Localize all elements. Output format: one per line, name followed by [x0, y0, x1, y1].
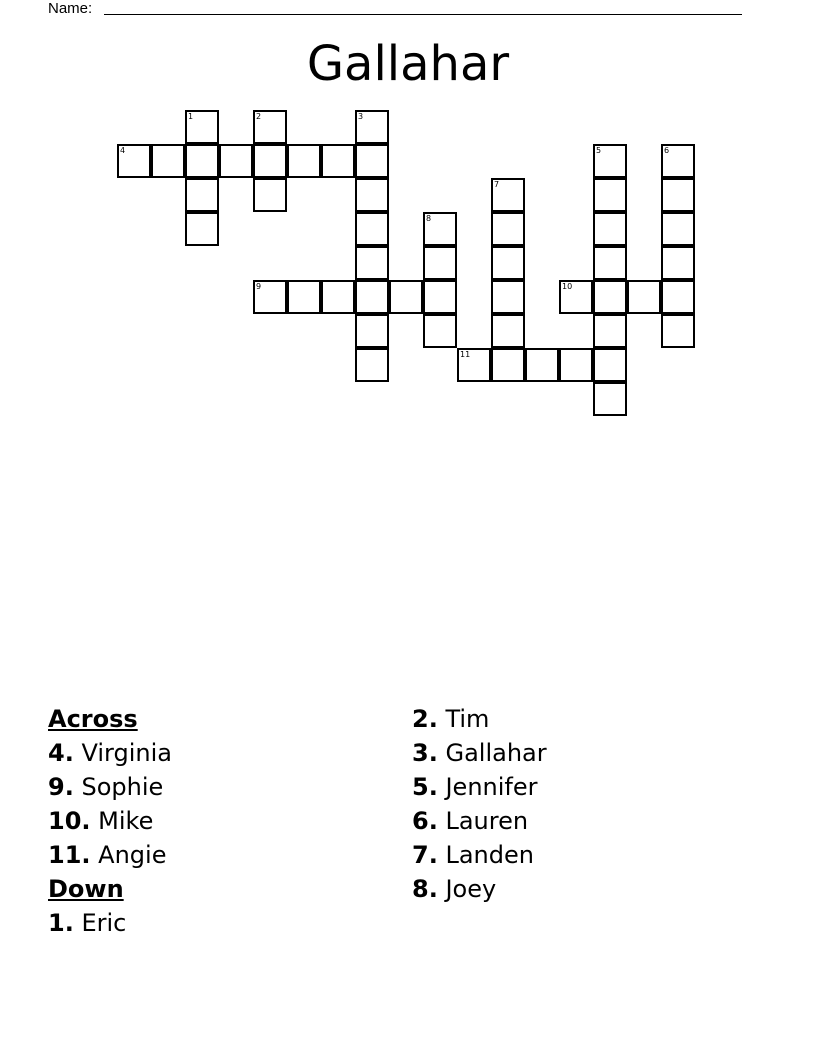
clue-number: 8	[426, 214, 432, 223]
clue-across-11: 11. Angie	[48, 841, 167, 869]
grid-cell[interactable]	[593, 314, 627, 348]
clues-left-column	[48, 702, 172, 940]
clue-across-4: 4. Virginia	[48, 739, 172, 767]
clue-number: 6	[664, 146, 670, 155]
grid-cell[interactable]	[185, 178, 219, 212]
grid-cell[interactable]	[661, 246, 695, 280]
grid-cell[interactable]	[661, 178, 695, 212]
grid-cell[interactable]	[491, 246, 525, 280]
clue-number: 1	[188, 112, 194, 121]
grid-cell[interactable]	[593, 348, 627, 382]
grid-cell[interactable]	[525, 348, 559, 382]
clue-number: 3	[358, 112, 364, 121]
crossword-grid	[0, 0, 816, 430]
grid-cell[interactable]	[593, 212, 627, 246]
clue-down-6: 6. Lauren	[412, 807, 529, 835]
grid-cell[interactable]	[627, 280, 661, 314]
clue-number: 4	[120, 146, 126, 155]
grid-cell-7[interactable]	[491, 178, 525, 212]
clue-number: 10	[562, 282, 573, 291]
grid-cell[interactable]	[321, 144, 355, 178]
grid-cell[interactable]	[253, 144, 287, 178]
clue-across-10: 10. Mike	[48, 807, 154, 835]
clue-down-2: 2. Tim	[412, 705, 490, 733]
grid-cell-11[interactable]	[457, 348, 491, 382]
grid-cell-1[interactable]	[185, 110, 219, 144]
clue-number: 7	[494, 180, 500, 189]
clue-down-3: 3. Gallahar	[412, 739, 547, 767]
across-heading: Across	[48, 705, 138, 733]
grid-cell[interactable]	[355, 348, 389, 382]
grid-cell-5[interactable]	[593, 144, 627, 178]
grid-cell[interactable]	[355, 280, 389, 314]
grid-cell[interactable]	[593, 280, 627, 314]
grid-cell[interactable]	[355, 314, 389, 348]
clue-down-5: 5. Jennifer	[412, 773, 538, 801]
grid-cell[interactable]	[185, 144, 219, 178]
grid-cell[interactable]	[355, 212, 389, 246]
grid-cell[interactable]	[661, 212, 695, 246]
grid-cell-4[interactable]	[117, 144, 151, 178]
grid-cell[interactable]	[185, 212, 219, 246]
grid-cell[interactable]	[559, 348, 593, 382]
grid-cell[interactable]	[423, 246, 457, 280]
grid-cell[interactable]	[355, 144, 389, 178]
grid-cell[interactable]	[491, 348, 525, 382]
grid-cell[interactable]	[423, 280, 457, 314]
grid-cell-8[interactable]	[423, 212, 457, 246]
grid-cell[interactable]	[491, 212, 525, 246]
grid-cell[interactable]	[593, 178, 627, 212]
clue-number: 2	[256, 112, 262, 121]
grid-cell[interactable]	[593, 382, 627, 416]
grid-cell[interactable]	[491, 280, 525, 314]
grid-cell[interactable]	[287, 280, 321, 314]
grid-cell[interactable]	[287, 144, 321, 178]
name-label: Name:	[48, 0, 93, 17]
grid-cell[interactable]	[151, 144, 185, 178]
clue-number: 5	[596, 146, 602, 155]
grid-cell-9[interactable]	[253, 280, 287, 314]
clue-down-8: 8. Joey	[412, 875, 497, 903]
clues-right-column	[412, 702, 547, 906]
grid-cell-10[interactable]	[559, 280, 593, 314]
grid-cell[interactable]	[355, 178, 389, 212]
down-heading: Down	[48, 875, 124, 903]
grid-cell[interactable]	[389, 280, 423, 314]
grid-cell-3[interactable]	[355, 110, 389, 144]
clue-number: 11	[460, 350, 471, 359]
grid-cell-6[interactable]	[661, 144, 695, 178]
grid-cell[interactable]	[661, 280, 695, 314]
grid-cell[interactable]	[253, 178, 287, 212]
grid-cell[interactable]	[593, 246, 627, 280]
grid-cell-2[interactable]	[253, 110, 287, 144]
grid-cell[interactable]	[355, 246, 389, 280]
clue-down-1: 1. Eric	[48, 909, 127, 937]
grid-cell[interactable]	[423, 314, 457, 348]
clue-number: 9	[256, 282, 262, 291]
grid-cell[interactable]	[491, 314, 525, 348]
grid-cell[interactable]	[219, 144, 253, 178]
clue-down-7: 7. Landen	[412, 841, 534, 869]
puzzle-title: Gallahar	[306, 36, 510, 92]
grid-cell[interactable]	[321, 280, 355, 314]
clue-across-9: 9. Sophie	[48, 773, 164, 801]
grid-cell[interactable]	[661, 314, 695, 348]
